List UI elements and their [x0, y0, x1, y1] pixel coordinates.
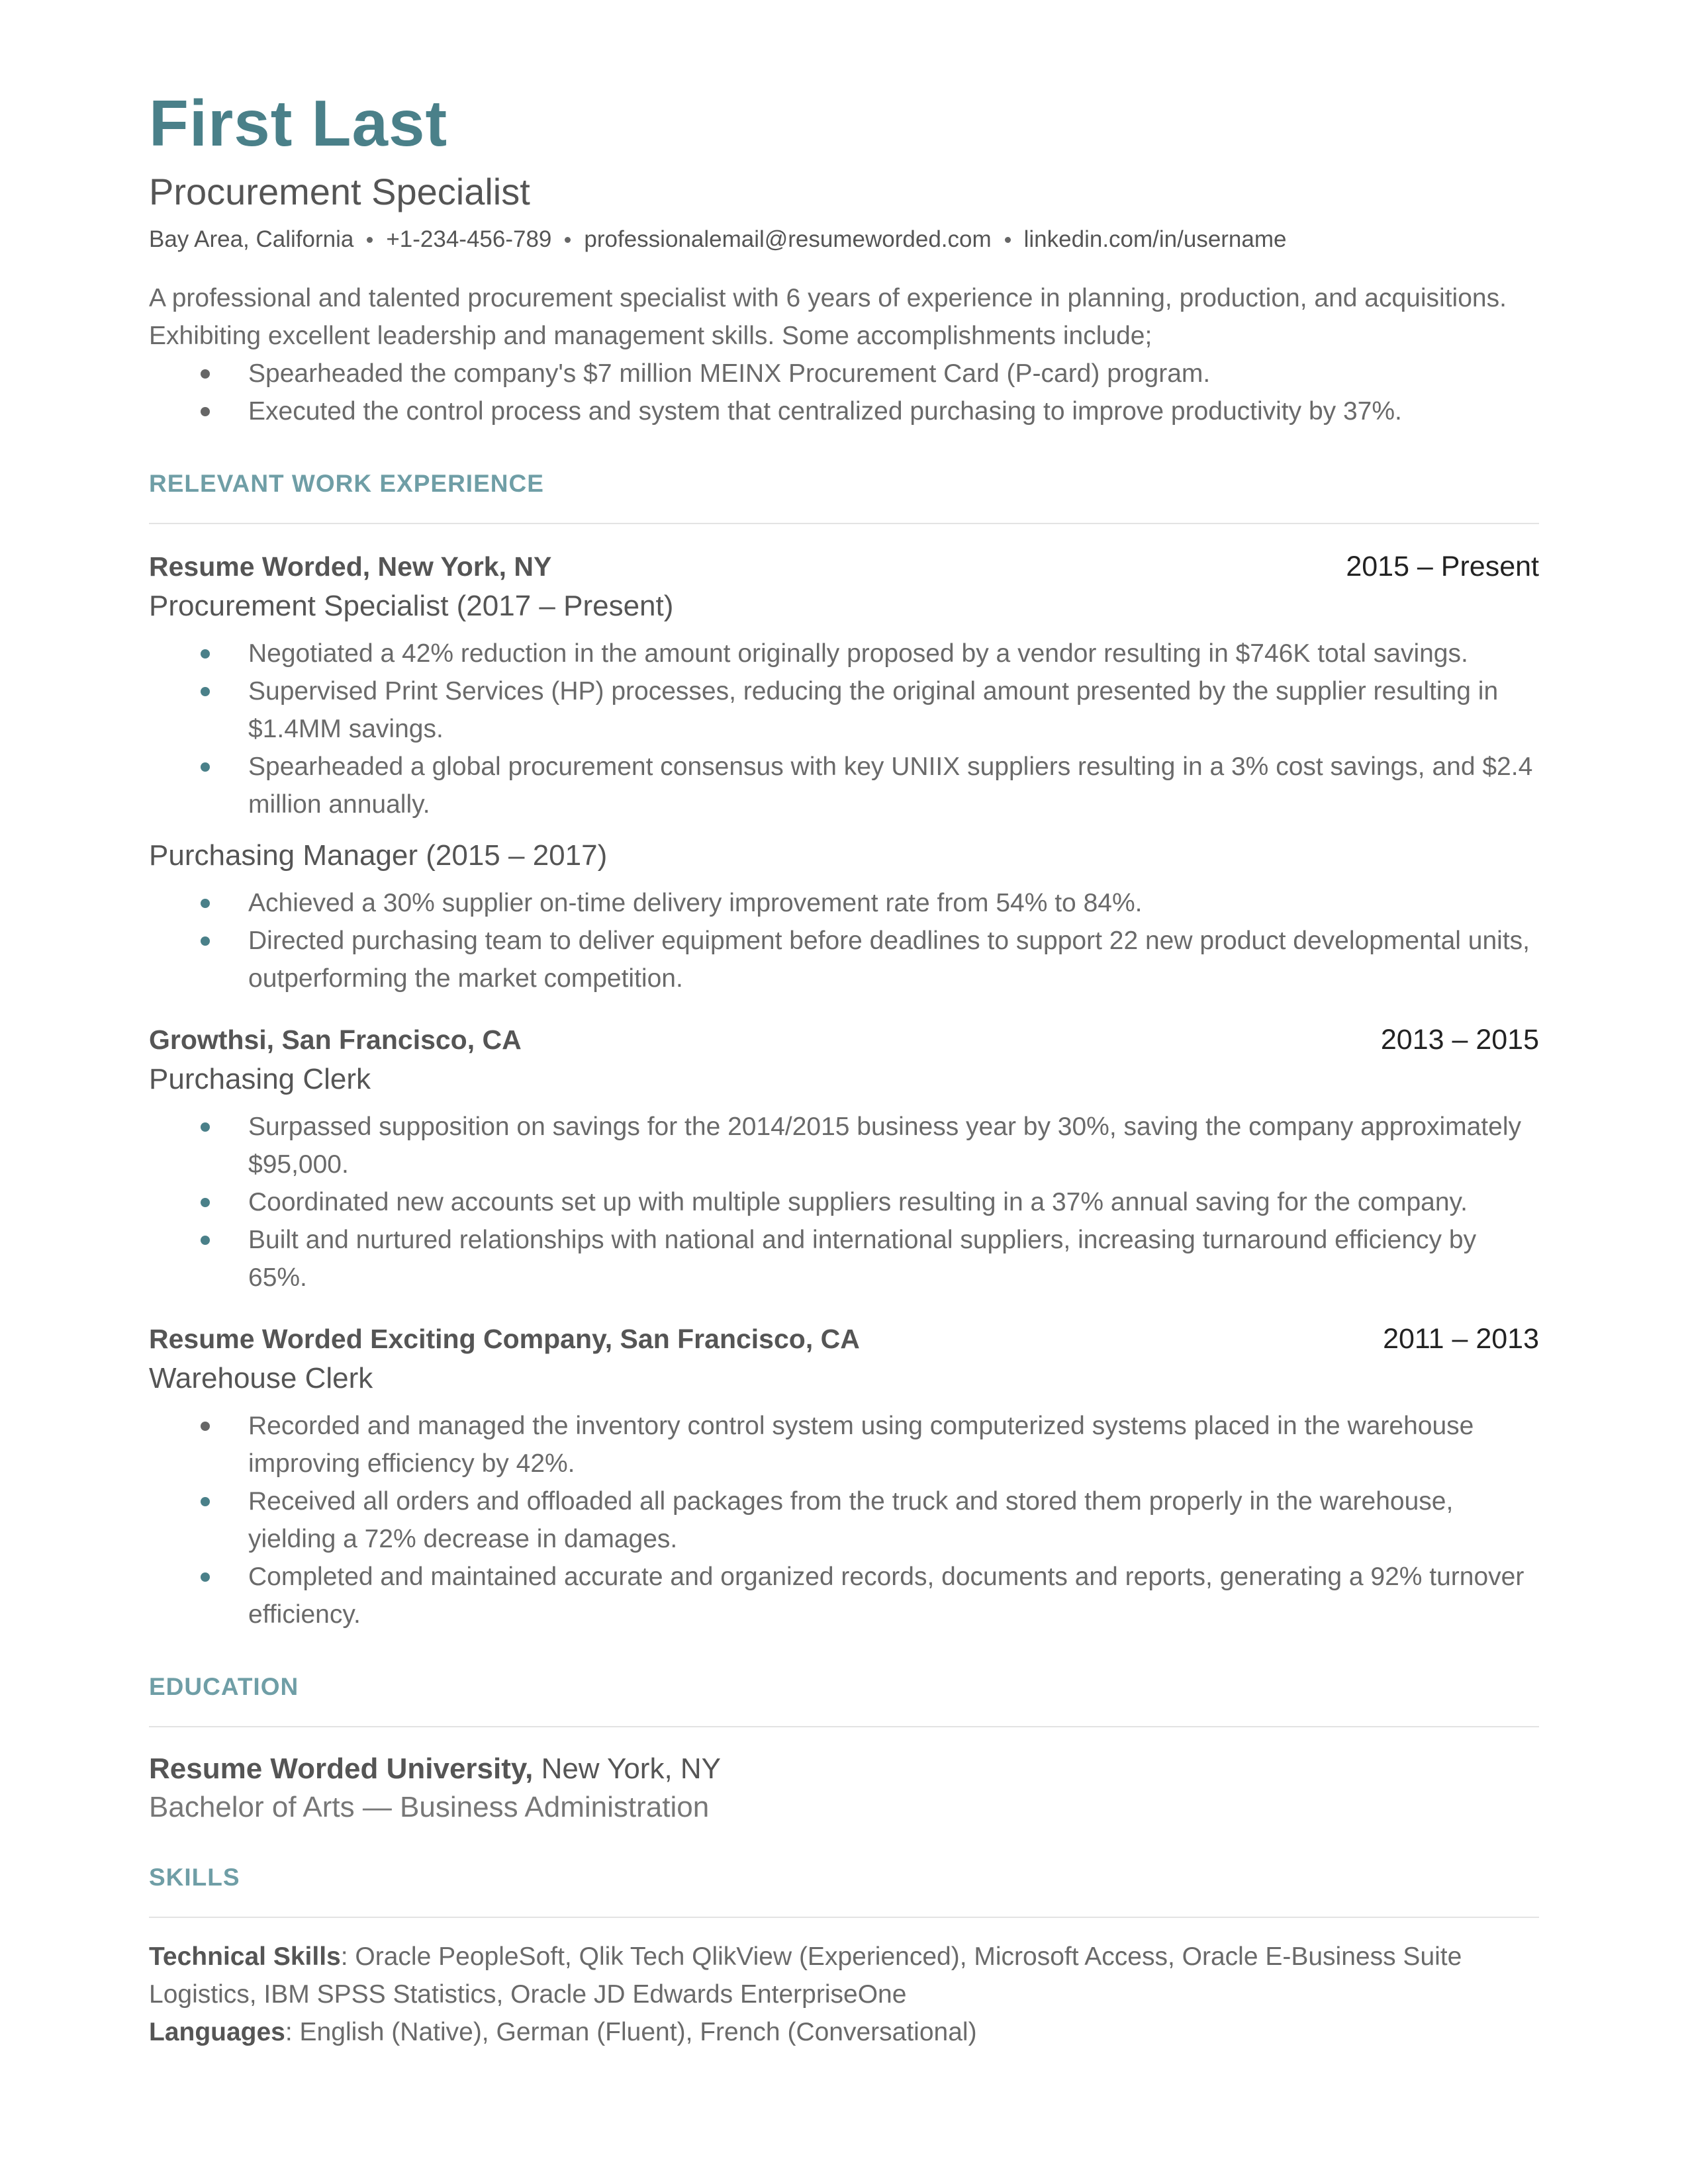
section-divider — [149, 523, 1539, 524]
job-dates: 2015 – Present — [1346, 551, 1539, 583]
section-divider — [149, 1917, 1539, 1918]
job-dates: 2011 – 2013 — [1383, 1323, 1539, 1355]
section-heading-education: EDUCATION — [149, 1673, 299, 1701]
job-bullet-text: Negotiated a 42% reduction in the amount originally proposed by a vendor resulting in $746K total savings. — [248, 639, 1468, 668]
list-item — [149, 1108, 1539, 1183]
bullet-separator — [1005, 237, 1011, 243]
bullet-dot — [201, 1497, 210, 1506]
bullet-dot — [201, 1572, 210, 1582]
contact-email[interactable]: professionalemail@resumeworded.com — [584, 226, 992, 253]
job-bullets — [149, 1407, 1539, 1633]
candidate-title: Procurement Specialist — [149, 170, 530, 212]
education-school-line — [149, 1752, 1539, 1786]
bullet-dot — [201, 762, 210, 772]
list-item — [149, 355, 1539, 392]
job-bullets — [149, 884, 1539, 997]
skills-languages — [149, 2013, 1539, 2051]
job-bullet-text: Achieved a 30% supplier on-time delivery improvement rate from 54% to 84%. — [248, 889, 1143, 918]
summary-bullet-text: Spearheaded the company's $7 million MEINX Procurement Card (P-card) program. — [248, 359, 1211, 388]
job-company: Growthsi, San Francisco, CA — [149, 1024, 522, 1056]
resume-page — [149, 86, 1539, 2051]
candidate-name: First Last — [149, 87, 448, 159]
summary-bullet-text: Executed the control process and system that centralized purchasing to improve productivity by 37%. — [248, 397, 1402, 426]
job-bullets — [149, 635, 1539, 823]
job-bullet-text: Completed and maintained accurate and organized records, documents and reports, generating a 92% turnover efficiency. — [248, 1563, 1524, 1629]
summary-bullets — [149, 355, 1539, 430]
list-item — [149, 1407, 1539, 1482]
bullet-dot — [201, 1422, 210, 1431]
job-bullet-text: Supervised Print Services (HP) processes, reducing the original amount presented by the supplier resulting in $1.4MM savings. — [248, 677, 1499, 744]
skills-technical-value: : Oracle PeopleSoft, Qlik Tech QlikView (Experienced), Microsoft Access, Oracle E-Business Suite Logistics, IBM SPSS Statistics, Oracle JD Edwards EnterpriseOne — [149, 1942, 1462, 2009]
bullet-dot — [201, 899, 210, 908]
job-company: Resume Worded Exciting Company, San Francisco, CA — [149, 1324, 860, 1355]
job-role: Purchasing Clerk — [149, 1063, 371, 1096]
contact-line — [149, 226, 1539, 253]
list-item — [149, 672, 1539, 748]
section-heading-experience: RELEVANT WORK EXPERIENCE — [149, 470, 544, 498]
bullet-separator — [565, 237, 571, 243]
job-role: Purchasing Manager (2015 – 2017) — [149, 839, 608, 872]
job-company: Resume Worded, New York, NY — [149, 551, 552, 582]
job-bullets — [149, 1108, 1539, 1297]
job-role: Warehouse Clerk — [149, 1362, 373, 1395]
job-bullet-text: Recorded and managed the inventory control system using computerized systems placed in the warehouse improving efficiency by 42%. — [248, 1412, 1474, 1479]
bullet-separator — [367, 237, 373, 243]
education-school: Resume Worded University, — [149, 1752, 534, 1786]
bullet-dot — [201, 936, 210, 946]
job-bullet-text: Built and nurtured relationships with national and international suppliers, increasing turnaround efficiency by 65%. — [248, 1226, 1477, 1293]
skills-block — [149, 1938, 1539, 2051]
list-item — [149, 748, 1539, 823]
job-header — [149, 1323, 1539, 1355]
job-header — [149, 1024, 1539, 1056]
list-item — [149, 635, 1539, 672]
education-degree: Bachelor of Arts — Business Administration — [149, 1791, 710, 1824]
bullet-dot — [201, 649, 210, 659]
skills-technical — [149, 1938, 1539, 2013]
list-item — [149, 1221, 1539, 1297]
job-bullet-text: Spearheaded a global procurement consensus with key UNIIX suppliers resulting in a 3% cost savings, and $2.4 million annually. — [248, 752, 1533, 819]
contact-phone: +1-234-456-789 — [386, 226, 552, 253]
job-bullet-text: Surpassed supposition on savings for the 2014/2015 business year by 30%, saving the company approximately $95,000. — [248, 1113, 1521, 1179]
bullet-dot — [201, 1198, 210, 1207]
bullet-dot — [201, 1122, 210, 1132]
list-item — [149, 1183, 1539, 1221]
job-role: Procurement Specialist (2017 – Present) — [149, 590, 674, 623]
list-item — [149, 1558, 1539, 1633]
section-heading-skills: SKILLS — [149, 1864, 240, 1891]
job-bullet-text: Directed purchasing team to deliver equipment before deadlines to support 22 new product developmental units, outperforming the market competition. — [248, 927, 1530, 993]
summary-text: A professional and talented procurement specialist with 6 years of experience in planning, production, and acquisitions. Exhibiting excellent leadership and management skills. Some accomplishments include; — [149, 284, 1507, 351]
bullet-dot — [201, 1236, 210, 1245]
skills-technical-label: Technical Skills — [149, 1942, 341, 1972]
skills-languages-value: : English (Native), German (Fluent), French (Conversational) — [285, 2018, 977, 2047]
contact-location: Bay Area, California — [149, 226, 354, 253]
bullet-dot — [201, 369, 210, 379]
list-item — [149, 884, 1539, 922]
list-item — [149, 392, 1539, 430]
list-item — [149, 922, 1539, 997]
bullet-dot — [201, 687, 210, 696]
list-item — [149, 1482, 1539, 1558]
bullet-dot — [201, 407, 210, 416]
job-dates: 2013 – 2015 — [1380, 1024, 1539, 1056]
education-location: New York, NY — [541, 1752, 722, 1786]
contact-linkedin[interactable]: linkedin.com/in/username — [1023, 226, 1287, 253]
job-bullet-text: Received all orders and offloaded all packages from the truck and stored them properly in the warehouse, yielding a 72% decrease in damages. — [248, 1487, 1454, 1554]
skills-languages-label: Languages — [149, 2018, 285, 2047]
job-bullet-text: Coordinated new accounts set up with multiple suppliers resulting in a 37% annual saving for the company. — [248, 1188, 1468, 1217]
section-divider — [149, 1726, 1539, 1727]
job-header — [149, 551, 1539, 583]
